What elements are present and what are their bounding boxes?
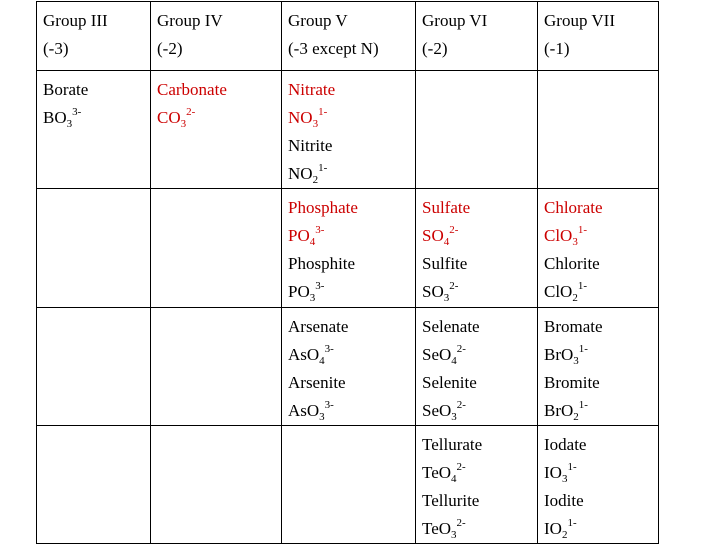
cell-phosphorus-ions [282,189,416,308]
ion-name: Selenite [422,373,477,392]
table-row [37,308,659,426]
cell-borate [37,71,151,189]
group-name: Group VI [422,11,488,30]
ion-name: Phosphite [288,254,356,273]
group-charge: (-3 except N) [288,39,379,58]
cell-empty [151,308,282,426]
cell-empty [151,189,282,308]
ion-formula: AsO$_4^{3-}$ [288,343,334,367]
ion-formula: $PO_3^{3-}$ [288,280,325,304]
ion-formula: $PO_4^{3-}$ [288,224,325,248]
ion-name: Bromite [544,373,600,392]
group-charge: (-2) [157,39,183,58]
ion-formula: $IO_3^{1-}$ [544,461,577,485]
cell-empty [37,189,151,308]
header-row [37,2,659,71]
ion-formula: $CO_3^{2-}$ [157,106,196,130]
ion-name: Chlorate [544,198,603,217]
ion-name: Nitrate [288,80,336,99]
oxyanion-table [36,1,659,544]
ion-name: Borate [43,80,89,99]
group-name: Group IV [157,11,223,30]
ion-formula: TeO$_4^{2-}$ [422,461,466,485]
ion-name: Phosphate [288,198,358,217]
ion-name: Arsenite [288,373,346,392]
ion-formula: $BO_3^{3-}$ [43,106,82,130]
group-charge: (-3) [43,39,69,58]
cell-bromine-ions [538,308,659,426]
group-charge: (-2) [422,39,448,58]
ion-name: Sulfite [422,254,468,273]
ion-formula: $IO_2^{1-}$ [544,517,577,541]
table-row [37,71,659,189]
cell-selenium-ions [416,308,538,426]
group-name: Group III [43,11,108,30]
group-name: Group VII [544,11,615,30]
ion-name: Bromate [544,317,603,336]
ion-name: Tellurite [422,491,480,510]
cell-empty [37,308,151,426]
cell-sulfur-ions [416,189,538,308]
group-charge: (-1) [544,39,570,58]
cell-empty [282,426,416,544]
ion-name: Tellurate [422,435,483,454]
cell-arsenic-ions [282,308,416,426]
cell-nitrogen-ions [282,71,416,189]
header-group-v [282,2,416,71]
header-group-iv [151,2,282,71]
header-group-vi [416,2,538,71]
group-name: Group V [288,11,348,30]
ion-name: Selenate [422,317,480,336]
cell-empty [538,71,659,189]
header-group-vii [538,2,659,71]
ion-formula: ClO$_2^{1-}$ [544,280,588,304]
ion-name: Nitrite [288,136,333,155]
cell-empty [37,426,151,544]
ion-formula: $SO_3^{2-}$ [422,280,459,304]
ion-formula: $NO_2^{1-}$ [288,162,328,186]
cell-iodine-ions [538,426,659,544]
ion-name: Iodite [544,491,584,510]
ion-formula: BrO$_2^{1-}$ [544,399,588,423]
cell-tellurium-ions [416,426,538,544]
ion-formula: SeO$_3^{2-}$ [422,399,466,423]
ion-name: Arsenate [288,317,349,336]
cell-empty [416,71,538,189]
ion-name: Carbonate [157,80,227,99]
ion-formula: TeO$_3^{2-}$ [422,517,466,541]
ion-name: Iodate [544,435,587,454]
cell-chlorine-ions [538,189,659,308]
cell-carbonate [151,71,282,189]
ion-formula: ClO$_3^{1-}$ [544,224,588,248]
cell-empty [151,426,282,544]
ion-formula: AsO$_3^{3-}$ [288,399,334,423]
ion-formula: BrO$_3^{1-}$ [544,343,588,367]
ion-name: Sulfate [422,198,471,217]
table-row [37,189,659,308]
table-row [37,426,659,544]
ion-formula: $SO_4^{2-}$ [422,224,459,248]
ion-formula: $NO_3^{1-}$ [288,106,328,130]
ion-formula: SeO$_4^{2-}$ [422,343,466,367]
ion-name: Chlorite [544,254,600,273]
header-group-iii [37,2,151,71]
